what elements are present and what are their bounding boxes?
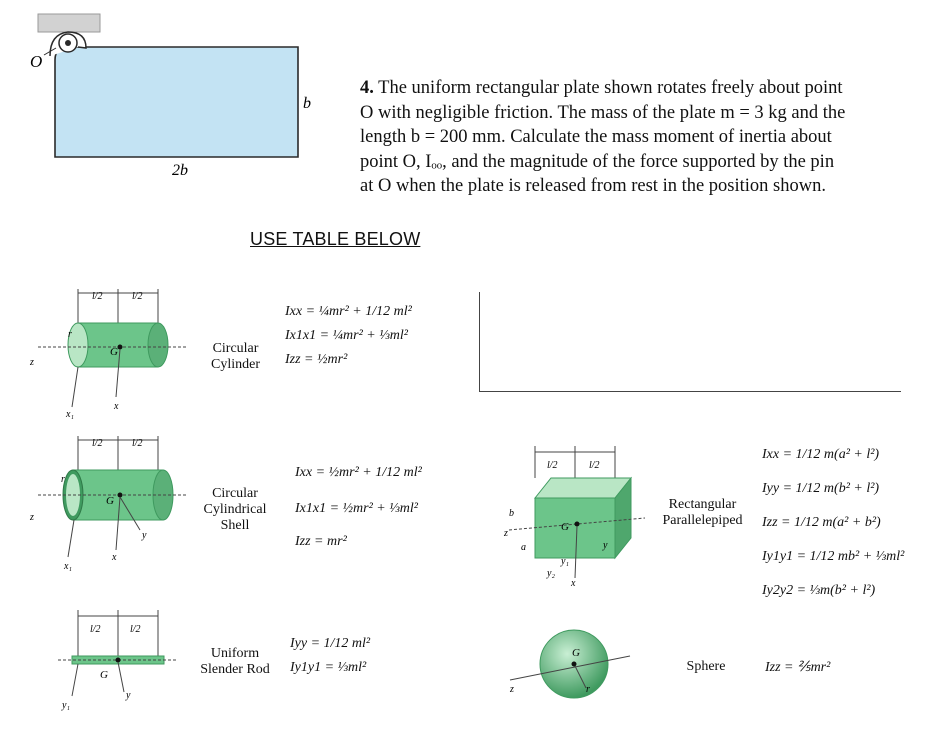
cylinder-body [78,323,158,367]
svg-text:l/2: l/2 [92,438,103,449]
shell-label: Circular Cylindrical Shell [203,486,267,533]
svg-text:l/2: l/2 [92,291,103,302]
table-divider-vertical [479,292,480,392]
svg-text:z: z [504,528,508,539]
svg-text:l/2: l/2 [130,624,141,635]
rod-diagram [28,598,198,716]
pin-center [65,40,71,46]
svg-text:G: G [110,346,118,358]
svg-text:x₁: x₁ [66,409,74,420]
shell-formulas: Ixx = ½mr² + 1/12 ml² Ix1x1 = ½mr² + ⅓ml² Izz = mr² [295,465,422,549]
svg-text:y: y [603,540,608,551]
problem-line-3: length b = 200 mm. Calculate the mass moment of inertia about [360,127,832,147]
svg-text:r: r [68,329,72,340]
cylinder-label: Circular Cylinder [211,341,260,372]
problem-statement [360,76,920,199]
problem-line-1: The uniform rectangular plate shown rotates freely about point [378,78,843,98]
rod-formulas: Iyy = 1/12 ml² Iy1y1 = ⅓ml² [290,636,371,675]
svg-text:z: z [30,512,34,523]
svg-text:G: G [106,495,114,507]
ceiling-support [38,14,100,32]
problem-line-2: O with negligible friction. The mass of the plate m = 3 kg and the [360,102,846,123]
svg-text:l/2: l/2 [547,460,558,471]
problem-line-4: point O, Iₒₒ, and the magnitude of the force supported by the pin [360,151,835,172]
cylinder-formulas: Ixx = ¼mr² + 1/12 ml² Ix1x1 = ¼mr² + ⅓ml² Izz = ½mr² [285,304,412,367]
svg-text:l/2: l/2 [589,460,600,471]
label-O: O [30,52,43,71]
svg-text:a: a [521,542,526,553]
svg-text:G: G [561,521,569,533]
svg-text:r: r [586,684,590,695]
label-b: b [303,95,311,112]
svg-text:l/2: l/2 [132,438,143,449]
rod-label: Uniform Slender Rod [200,646,270,677]
svg-text:G: G [100,669,108,681]
svg-text:x: x [114,401,119,412]
svg-text:x: x [112,552,117,563]
table-divider-horizontal [479,391,901,392]
svg-text:y: y [142,530,147,541]
svg-text:x₁: x₁ [64,561,72,572]
sphere-label: Sphere [686,659,726,674]
svg-text:x: x [571,578,576,589]
problem-line-5: at O when the plate is released from rest in the position shown. [360,176,826,196]
svg-text:y: y [126,690,131,701]
plate-figure [0,0,340,200]
label-2b: 2b [172,162,188,179]
box-top [535,478,631,498]
svg-text:z: z [30,357,34,368]
parallelepiped-diagram [505,438,655,588]
svg-text:r: r [61,474,65,485]
svg-text:G: G [572,647,580,659]
rectangular-plate [55,47,298,157]
sphere-formulas: Izz = ⅖mr² [765,660,831,675]
problem-number: 4. [360,78,374,98]
svg-text:z: z [510,684,514,695]
svg-text:y₂: y₂ [547,568,555,579]
shell-diagram [28,432,198,577]
svg-text:l/2: l/2 [132,291,143,302]
svg-text:y₁: y₁ [62,700,70,711]
svg-text:y₁: y₁ [561,556,569,567]
use-table-instruction: USE TABLE BELOW [250,229,421,249]
parallelepiped-label: Rectangular Parallelepiped [662,497,743,528]
svg-text:b: b [509,508,514,519]
svg-text:l/2: l/2 [90,624,101,635]
cylinder-diagram [28,285,198,425]
parallelepiped-formulas: Ixx = 1/12 m(a² + l²) Iyy = 1/12 m(b² + l²) Izz = 1/12 m(a² + b²) Iy1y1 = 1/12 mb² + ⅓ml² Iy2y2 = ⅓m(b² + l²) [762,447,905,598]
sphere-diagram [510,622,640,712]
